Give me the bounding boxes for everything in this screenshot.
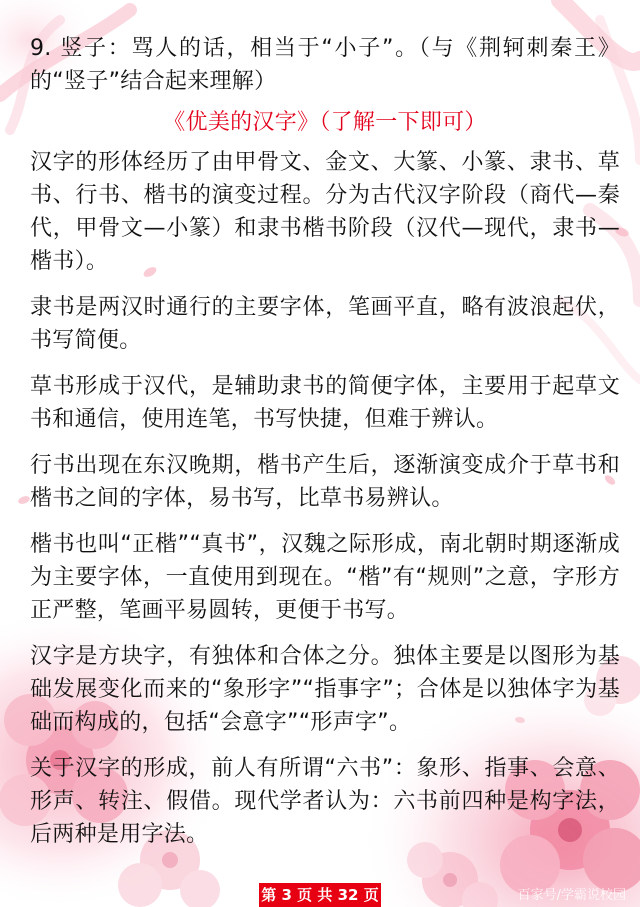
paragraph-caoshu: 草书形成于汉代，是辅助隶书的简便字体，主要用于起草文书和通信，使用连笔，书写快捷，但难于辨认。: [30, 374, 620, 432]
paragraph-liushu: 关于汉字的形成，前人有所谓“六书”：象形、指事、会意、形声、转注、假借。现代学者认为：六书前四种是构字法，后两种是用字法。: [30, 756, 620, 847]
page-number-badge: 第 3 页 共 32 页: [259, 883, 381, 907]
page-footer: [0, 883, 640, 907]
paragraph-square-characters: 汉字是方块字，有独体和合体之分。独体主要是以图形为基础发展变化而来的“象形字”“指事字”；合体是以独体字为基础而构成的，包括“会意字”“形声字”。: [30, 644, 620, 735]
paragraph-lishu: 隶书是两汉时通行的主要字体，笔画平直，略有波浪起伏，书写简便。: [30, 295, 620, 353]
section-title: 《优美的汉字》（了解一下即可）: [163, 110, 487, 135]
paragraph-xingshu: 行书出现在东汉晚期，楷书产生后，逐渐演变成介于草书和楷书之间的字体，易书写，比草书易辨认。: [30, 453, 620, 511]
paragraph-evolution: 汉字的形体经历了由甲骨文、金文、大篆、小篆、隶书、草书、行书、楷书的演变过程。分为古代汉字阶段（商代—秦代，甲骨文—小篆）和隶书楷书阶段（汉代—现代，隶书—楷书）。: [30, 150, 620, 274]
watermark-text: 百家号/学霸说校园: [517, 888, 626, 903]
page-content: [30, 32, 620, 864]
paragraph-kaishu: 楷书也叫“正楷”“真书”，汉魏之际形成，南北朝时期逐渐成为主要字体，一直使用到现在。“楷”有“规则”之意，字形方正严整，笔画平易圆转，更便于书写。: [30, 532, 620, 623]
note-item-9: 9. 竖子：骂人的话，相当于“小子”。（与《荆轲刺秦王》的“竖子”结合起来理解）: [30, 36, 620, 94]
